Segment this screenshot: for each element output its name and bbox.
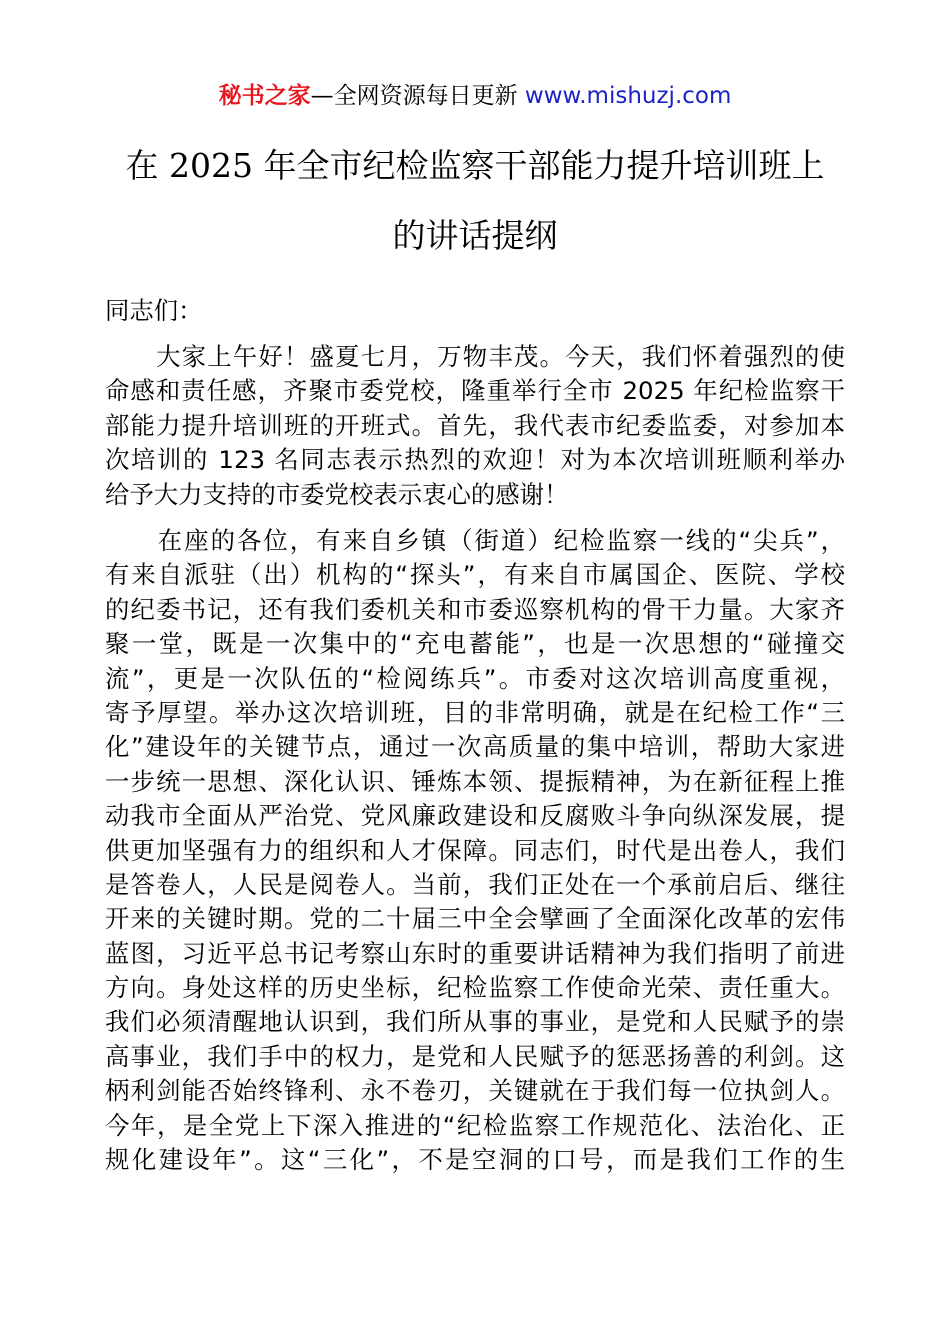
paragraph-line: 有来自派驻（出）机构的“探头”，有来自市属国企、医院、学校 xyxy=(105,560,845,590)
paragraph-line: 次培训的 123 名同志表示热烈的欢迎！对为本次培训班顺利举办 xyxy=(105,445,845,475)
paragraph-line: 柄利剑能否始终锋利、永不卷刃，关键就在于我们每一位执剑人。 xyxy=(105,1076,845,1106)
paragraph-line: 大家上午好！盛夏七月，万物丰茂。今天，我们怀着强烈的使 xyxy=(105,342,845,371)
paragraph-line: 流”，更是一次队伍的“检阅练兵”。市委对这次培训高度重视， xyxy=(105,663,845,693)
paragraph-line: 化”建设年的关键节点，通过一次高质量的集中培训，帮助大家进 xyxy=(105,732,845,762)
salutation xyxy=(105,294,845,328)
paragraph-line: 规化建设年”。这“三化”，不是空洞的口号，而是我们工作的生 xyxy=(105,1145,845,1175)
paragraph-line: 的纪委书记，还有我们委机关和市委巡察机构的骨干力量。大家齐 xyxy=(105,594,845,624)
paragraph-line: 命感和责任感，齐聚市委党校，隆重举行全市 2025 年纪检监察干 xyxy=(105,376,845,406)
title-year: 2025 xyxy=(169,146,253,185)
paragraph-line: 寄予厚望。举办这次培训班，目的非常明确，就是在纪检工作“三 xyxy=(105,697,845,727)
paragraph-line: 方向。身处这样的历史坐标，纪检监察工作使命光荣、责任重大。 xyxy=(105,973,845,1003)
paragraph-line: 开来的关键时期。党的二十届三中全会擘画了全面深化改革的宏伟 xyxy=(105,904,845,934)
brand-name: 秘书之家 xyxy=(218,83,311,109)
paragraph-line: 聚一堂，既是一次集中的“充电蓄能”，也是一次思想的“碰撞交 xyxy=(105,629,845,659)
paragraph-line: 在座的各位，有来自乡镇（街道）纪检监察一线的“尖兵”， xyxy=(105,526,845,555)
paragraph-line: 供更加坚强有力的组织和人才保障。同志们，时代是出卷人，我们 xyxy=(105,835,845,865)
paragraph-line: 是答卷人，人民是阅卷人。当前，我们正处在一个承前启后、继往 xyxy=(105,869,845,899)
title-prefix: 在 xyxy=(125,146,169,185)
paragraph-line: 蓝图，习近平总书记考察山东时的重要讲话精神为我们指明了前进 xyxy=(105,938,845,968)
paragraph-line: 今年，是全党上下深入推进的“纪检监察工作规范化、法治化、正 xyxy=(105,1110,845,1140)
paragraph-1 xyxy=(105,340,845,512)
paragraph-line: 我们必须清醒地认识到，我们所从事的事业，是党和人民赋予的崇 xyxy=(105,1007,845,1037)
site-url-link[interactable]: www.mishuzj.com xyxy=(524,83,732,109)
document-title-line-1 xyxy=(105,146,845,186)
paragraph-line: 部能力提升培训班的开班式。首先，我代表市纪委监委，对参加本 xyxy=(105,410,845,440)
title-suffix: 年全市纪检监察干部能力提升培训班上 xyxy=(252,146,825,185)
paragraph-line: 高事业，我们手中的权力，是党和人民赋予的惩恶扬善的利剑。这 xyxy=(105,1041,845,1071)
paragraph-2 xyxy=(105,524,845,1177)
paragraph-line: 给予大力支持的市委党校表示衷心的感谢！ xyxy=(105,479,569,509)
paragraph-line: 一步统一思想、深化认识、锤炼本领、提振精神，为在新征程上推 xyxy=(105,766,845,796)
paragraph-line: 动我市全面从严治党、党风廉政建设和反腐败斗争向纵深发展，提 xyxy=(105,801,845,831)
banner-tagline: —全网资源每日更新 xyxy=(310,83,525,109)
salutation-text: 同志们： xyxy=(105,296,203,325)
document-title-line-2: 的讲话提纲 xyxy=(392,216,558,255)
site-banner xyxy=(0,80,950,112)
